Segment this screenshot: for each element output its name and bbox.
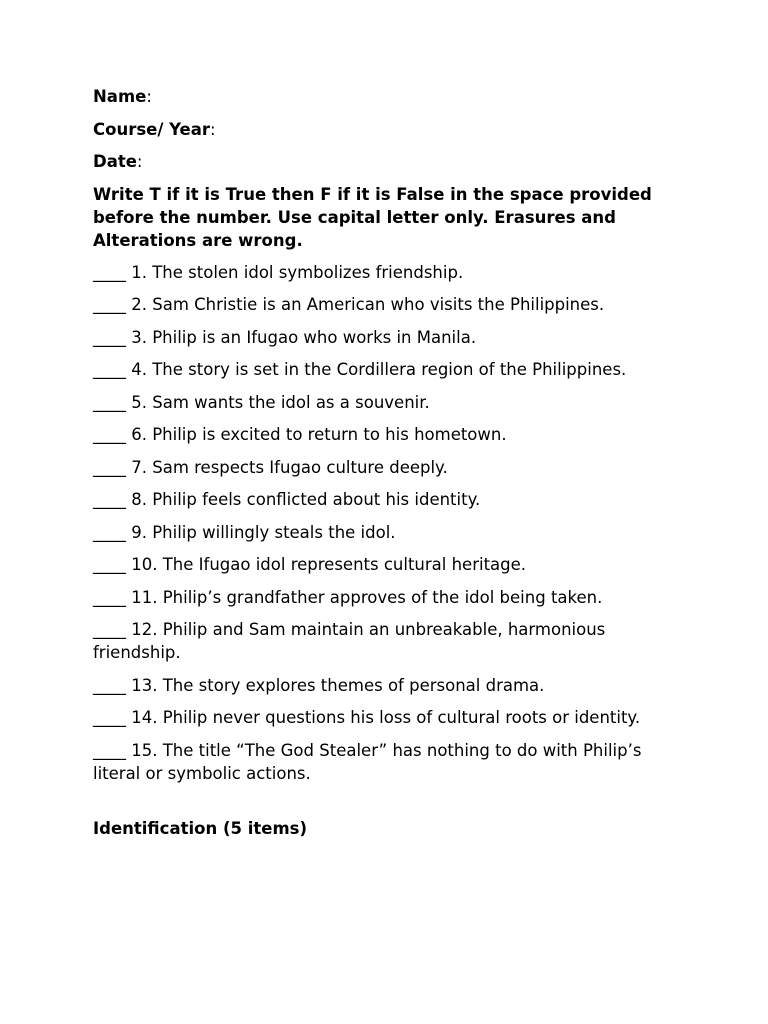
name-field: [93, 85, 693, 108]
answer-blank: ____: [93, 522, 126, 542]
question-text: 13. The story explores themes of personal drama.: [126, 675, 545, 695]
true-false-list: [93, 261, 693, 785]
list-item: [93, 456, 693, 479]
list-item: [93, 674, 693, 697]
question-text: 10. The Ifugao idol represents cultural heritage.: [126, 555, 527, 574]
list-item: [93, 293, 693, 316]
question-text: 14. Philip never questions his loss of cultural roots or identity.: [126, 708, 641, 727]
name-field-label: Name: [93, 87, 147, 106]
answer-blank: ____: [93, 587, 126, 607]
list-item: [93, 586, 693, 609]
answer-blank: ____: [93, 295, 126, 314]
question-text: 1. The stolen idol symbolizes friendship.: [126, 262, 464, 282]
answer-blank: ____: [93, 490, 126, 509]
question-text: 9. Philip willingly steals the idol.: [126, 522, 396, 542]
answer-blank: ____: [93, 620, 126, 639]
course-year-field: [93, 118, 693, 141]
answer-blank: ____: [93, 708, 126, 727]
identification-heading: Identification (5 items): [93, 818, 308, 838]
question-text: 3. Philip is an Ifugao who works in Manila.: [126, 327, 477, 347]
list-item: [93, 618, 693, 664]
date-field-label: Date: [93, 152, 137, 171]
answer-blank: ____: [93, 675, 126, 695]
list-item: [93, 391, 693, 414]
list-item: [93, 326, 693, 349]
course-year-field-colon: :: [210, 119, 216, 139]
question-text: 15. The title “The God Stealer” has nothing to do with Philip’s literal or symbolic actions.: [93, 740, 642, 783]
date-field-colon: :: [136, 152, 143, 171]
question-text: 5. Sam wants the idol as a souvenir.: [126, 392, 430, 412]
date-field: [93, 150, 693, 173]
list-item: [93, 521, 693, 544]
question-text: 7. Sam respects Ifugao culture deeply.: [126, 457, 448, 477]
list-item: [93, 553, 693, 576]
answer-blank: ____: [93, 392, 126, 412]
question-text: 6. Philip is excited to return to his hometown.: [126, 425, 507, 444]
question-text: 8. Philip feels conflicted about his identity.: [126, 490, 481, 509]
answer-blank: ____: [93, 327, 126, 347]
instructions: Write T if it is True then F if it is False in the space provided before the number. Use capital letter only. Erasures and Alterations are wrong.: [93, 184, 652, 250]
list-item: [93, 261, 693, 284]
course-year-field-label: Course/ Year: [93, 119, 211, 139]
answer-blank: ____: [93, 425, 126, 444]
answer-blank: ____: [93, 360, 126, 379]
answer-blank: ____: [93, 262, 126, 282]
list-item: [93, 488, 693, 511]
answer-blank: ____: [93, 555, 126, 574]
question-text: 11. Philip’s grandfather approves of the idol being taken.: [126, 587, 603, 607]
answer-blank: ____: [93, 457, 126, 477]
list-item: [93, 739, 693, 785]
list-item: [93, 706, 693, 729]
list-item: [93, 358, 693, 381]
document-content: [93, 85, 693, 840]
list-item: [93, 423, 693, 446]
question-text: 4. The story is set in the Cordillera region of the Philippines.: [126, 360, 627, 379]
answer-blank: ____: [93, 740, 126, 760]
question-text: 12. Philip and Sam maintain an unbreakable, harmonious friendship.: [93, 620, 606, 662]
name-field-colon: :: [146, 87, 152, 106]
question-text: 2. Sam Christie is an American who visits the Philippines.: [126, 295, 605, 314]
